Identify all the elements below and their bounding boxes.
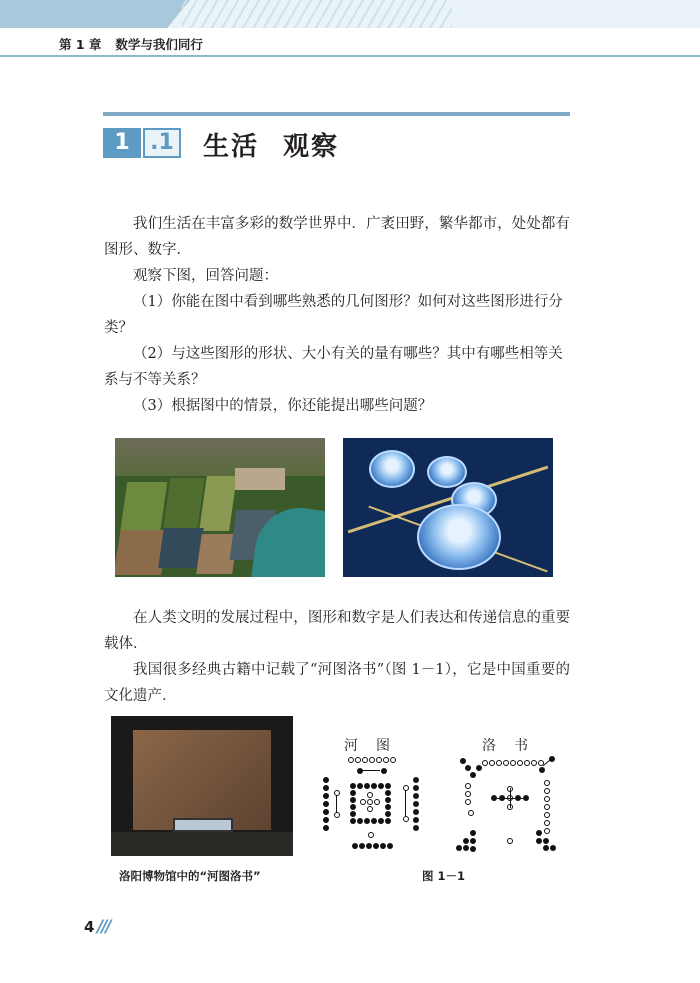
dome-small-2: [427, 456, 467, 488]
running-head: [59, 35, 203, 53]
relief-board: [133, 730, 271, 830]
section-rule: [103, 112, 570, 116]
header-hatch: [182, 0, 452, 28]
hetu-label: 河图: [344, 738, 408, 754]
museum-photo: [111, 716, 293, 856]
display-base: [111, 832, 293, 856]
paragraph-civilization: 在人类文明的发展过程中，图形和数字是人们表达和传递信息的重要载体．: [104, 610, 570, 652]
village-area: [115, 438, 325, 476]
paragraph-observe: 观察下图，回答问题：: [133, 268, 278, 284]
section-badge: [103, 128, 181, 158]
header-rule: [0, 55, 700, 57]
section-subnumber: .1: [143, 128, 181, 158]
farmland-photo: [115, 438, 325, 577]
question-2: （2）与这些图形的形状、大小有关的量有哪些？其中有哪些相等关系与不等关系？: [104, 346, 563, 388]
figure-caption: 图 1－1: [422, 869, 466, 883]
section-number: 1: [103, 128, 141, 158]
dome-large: [417, 504, 501, 570]
page-number: 4: [84, 918, 95, 936]
chapter-number: 第 1 章: [59, 37, 102, 52]
section-title-a: 生活: [203, 132, 260, 162]
chapter-title: 数学与我们同行: [115, 37, 203, 52]
paragraph-intro: 我们生活在丰富多彩的数学世界中．广袤田野，繁华都市，处处都有图形、数字．: [104, 216, 570, 258]
page-decoration: ///: [97, 917, 110, 937]
stadium-photo: [343, 438, 553, 577]
section-title-b: 观察: [283, 132, 340, 162]
luoshu-label: 洛书: [482, 738, 546, 754]
dome-small-1: [369, 450, 415, 488]
paragraph-hetu-luoshu: 我国很多经典古籍中记载了“河图洛书”（图 1－1），它是中国重要的文化遗产．: [104, 662, 570, 704]
header-band-accent: [0, 0, 190, 28]
caption-museum: 洛阳博物馆中的“河图洛书”: [119, 869, 261, 883]
display-screen: [173, 818, 233, 832]
section-title: [203, 126, 339, 163]
question-1: （1）你能在图中看到哪些熟悉的几何图形？如何对这些图形进行分类？: [104, 294, 563, 336]
question-3: （3）根据图中的情景，你还能提出哪些问题？: [133, 398, 433, 414]
